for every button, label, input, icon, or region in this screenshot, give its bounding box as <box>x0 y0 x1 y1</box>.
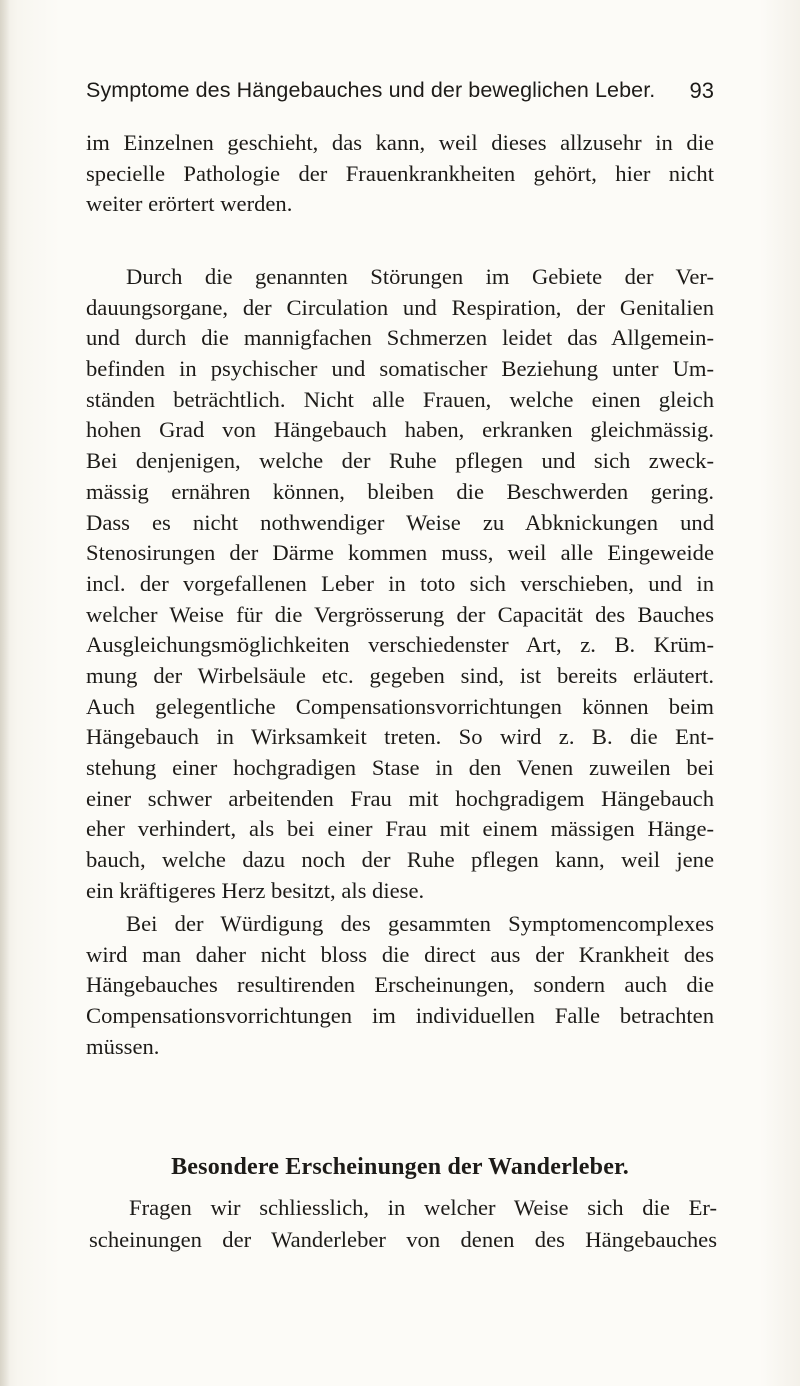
section-heading: Besondere Erscheinungen der Wanderleber. <box>171 1154 629 1180</box>
text-line: mung der Wirbelsäule etc. gegeben sind, ist bereits erläutert. <box>86 662 714 688</box>
text-line: weiter erörtert werden. <box>86 191 293 217</box>
text-line: bauch, welche dazu noch der Ruhe pflegen kann, weil jene <box>86 847 714 873</box>
text-line: Bei der Würdigung des gesammten Symptomencomplexes <box>126 911 714 936</box>
paragraph-3 <box>86 909 714 1062</box>
text-line: dauungsorgane, der Circulation und Respiration, der Genitalien <box>86 294 714 320</box>
text-line: ein kräftigeres Herz besitzt, als diese. <box>86 877 425 903</box>
text-line: welcher Weise für die Vergrösserung der Capacität des Bauches <box>86 601 714 627</box>
text-line: hohen Grad von Hängebauch haben, erkranken gleichmässig. <box>86 417 714 443</box>
text-line: Auch gelegentliche Compensationsvorrichtungen können beim <box>86 693 714 719</box>
text-line: Compensationsvorrichtungen im individuellen Falle betrachten <box>86 1003 714 1029</box>
text-line: und durch die mannigfachen Schmerzen leidet das Allgemein- <box>86 325 714 351</box>
text-line: scheinungen der Wanderleber von denen des Hängebauches <box>89 1227 717 1252</box>
paragraph-4 <box>89 1192 717 1256</box>
text-line: Hängebauches resultirenden Erscheinungen, sondern auch die <box>86 972 714 998</box>
text-line: müssen. <box>86 1033 160 1059</box>
paragraph-2 <box>86 262 714 906</box>
text-line: Durch die genannten Störungen im Gebiete der Ver- <box>126 264 714 289</box>
text-line: Dass es nicht nothwendiger Weise zu Abknickungen und <box>86 509 714 535</box>
text-line: eher verhindert, als bei einer Frau mit einem mässigen Hänge- <box>86 816 714 842</box>
running-header <box>86 78 714 112</box>
text-line: Ausgleichungsmöglichkeiten verschiedenster Art, z. B. Krüm- <box>86 632 714 658</box>
text-line: specielle Pathologie der Frauenkrankheiten gehört, hier nicht <box>86 160 714 186</box>
text-line: befinden in psychischer und somatischer Beziehung unter Um- <box>86 356 714 382</box>
paragraph-1 <box>86 128 714 220</box>
text-line: incl. der vorgefallenen Leber in toto sich verschieben, und in <box>86 570 714 596</box>
text-line: wird man daher nicht bloss die direct aus der Krankheit des <box>86 941 714 967</box>
text-line: ständen beträchtlich. Nicht alle Frauen, welche einen gleich <box>86 386 714 412</box>
text-line: Hängebauch in Wirksamkeit treten. So wird z. B. die Ent- <box>86 724 714 750</box>
text-line: einer schwer arbeitenden Frau mit hochgradigem Hängebauch <box>86 785 714 811</box>
text-line: stehung einer hochgradigen Stase in den Venen zuweilen bei <box>86 755 714 780</box>
text-line: Stenosirungen der Därme kommen muss, weil alle Eingeweide <box>86 540 714 566</box>
page-number: 93 <box>689 78 714 103</box>
text-line: mässig ernähren können, bleiben die Beschwerden gering. <box>86 478 714 504</box>
text-line: Fragen wir schliesslich, in welcher Weise sich die Er- <box>129 1195 717 1220</box>
running-title: Symptome des Hängebauches und der beweglichen Leber. <box>86 78 656 102</box>
text-line: im Einzelnen geschieht, das kann, weil dieses allzusehr in die <box>86 130 714 155</box>
text-line: Bei denjenigen, welche der Ruhe pflegen und sich zweck- <box>86 448 714 474</box>
